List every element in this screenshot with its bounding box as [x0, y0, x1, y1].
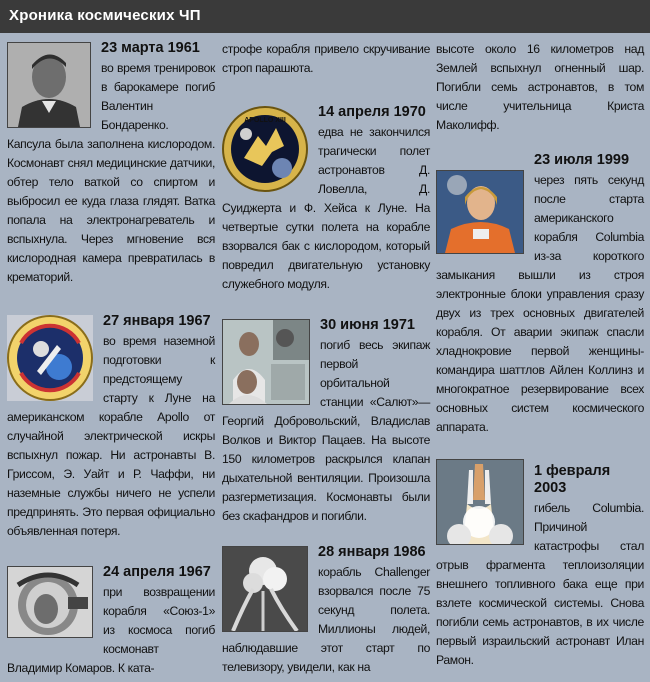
entry-2003	[436, 463, 644, 670]
entry-date: 28 января 1986	[318, 544, 426, 560]
entry-continuation-challenger	[436, 40, 644, 135]
entry-text: гибель Columbia. Причиной катастрофы стал отрыв фрагмента теплоизоляции внешнего топливного бака еще при взлете космической системы. Снова погибли семь астронавтов, в их числе первый израильский астронавт Илан Рамон.	[436, 501, 644, 667]
entry-text: во время тренировок в барокамере погиб Валентин Бондаренко. Капсула была заполнена кислородом. Космонавт снял медицинские датчики, обтер тело ваткой со спиртом и выбросил ее куда глаза глядят. Ватка попала на электронагреватель и вспыхнула. Через мгновение вся кислородная камера превратилась в крематорий.	[7, 61, 215, 284]
entry-1971	[222, 317, 430, 526]
entry-text: высоте около 16 километров над Землей вспыхнул огненный шар. Погибли семь астронавтов, в том числе учительница Криста Маколифф.	[436, 42, 644, 132]
entry-date: 1 февраля 2003	[534, 463, 611, 496]
entry-1961	[7, 40, 215, 287]
svg-text:APOLLO XIII: APOLLO XIII	[244, 117, 286, 124]
entry-text: при возвращении корабля «Союз-1» из космоса погиб космонавт Владимир Комаров. К ката-	[7, 585, 215, 675]
apollo13-patch-icon	[222, 106, 308, 192]
entry-text: во время наземной подготовки к предстоящему старту к Луне на американском корабле Apollo от случайной электрической искры вспыхнул пожар. Ни астронавты В. Гриссом, Э. Уайт и Р. Чаффи, ни наземные службы ничего не успели предпринять. Это первая официально объявленная потеря.	[7, 334, 215, 538]
entry-continuation-soyuz1	[222, 40, 430, 78]
page-title: Хроника космических ЧП	[9, 7, 201, 24]
entry-1970	[222, 104, 430, 294]
entry-date: 23 марта 1961	[101, 40, 200, 56]
entry-date: 27 января 1967	[103, 313, 211, 329]
shuttle-launch-icon	[436, 459, 524, 545]
entry-date: 30 июня 1971	[320, 317, 415, 333]
entry-text: корабль Challenger взорвался после 75 секунд полета. Миллионы людей, наблюдавшие этот старт по телевизору, увидели, как на	[222, 565, 430, 674]
entry-text: погиб весь экипаж первой орбитальной станции «Салют»—Георгий Добровольский, Владислав Волков и Виктор Пацаев. На высоте 150 километров раскрылся клапан дыхательной вентиляции. Произошла разгерметизация. Космонавты были без скафандров и погибли.	[222, 338, 430, 523]
entry-text: через пять секунд после старта американского корабля Columbia из-за короткого замыкания вышли из строя электронные блоки управления сразу двух из трех основных двигателей корабля. От аварии экипаж спасли хладнокровие первой женщины-командира шаттлов Айлен Коллинз и многократное резервирование всех основных систем космического аппарата.	[436, 173, 644, 434]
entry-1967-apollo1	[7, 313, 215, 541]
column-3	[436, 40, 644, 676]
entry-text: едва не закончился трагически полет астронавтов Д. Ловелла, Д. Суиджерта и Ф. Хейса к Луне. На четвертые сутки полета на корабле взорвался бак с кислородом, который повредил двигательную установку служебного модуля.	[222, 125, 430, 291]
entry-date: 23 июля 1999	[534, 152, 630, 168]
entry-date: 24 апреля 1967	[103, 564, 211, 580]
entry-date: 14 апреля 1970	[318, 104, 426, 120]
explosion-smoke-icon	[222, 546, 308, 632]
header-bar	[0, 0, 650, 33]
column-2	[222, 40, 430, 676]
entry-1986	[222, 544, 430, 677]
cosmonaut-helmet-icon	[7, 566, 93, 638]
column-1	[7, 40, 215, 676]
entry-1999	[436, 152, 644, 437]
astronaut-portrait-icon	[436, 170, 524, 254]
apollo1-patch-icon	[7, 315, 93, 401]
crew-photo-icon	[222, 319, 310, 405]
entry-text: строфе корабля привело скручивание строп парашюта.	[222, 42, 430, 75]
entry-1967-soyuz1	[7, 564, 215, 678]
portrait-icon	[7, 42, 91, 128]
